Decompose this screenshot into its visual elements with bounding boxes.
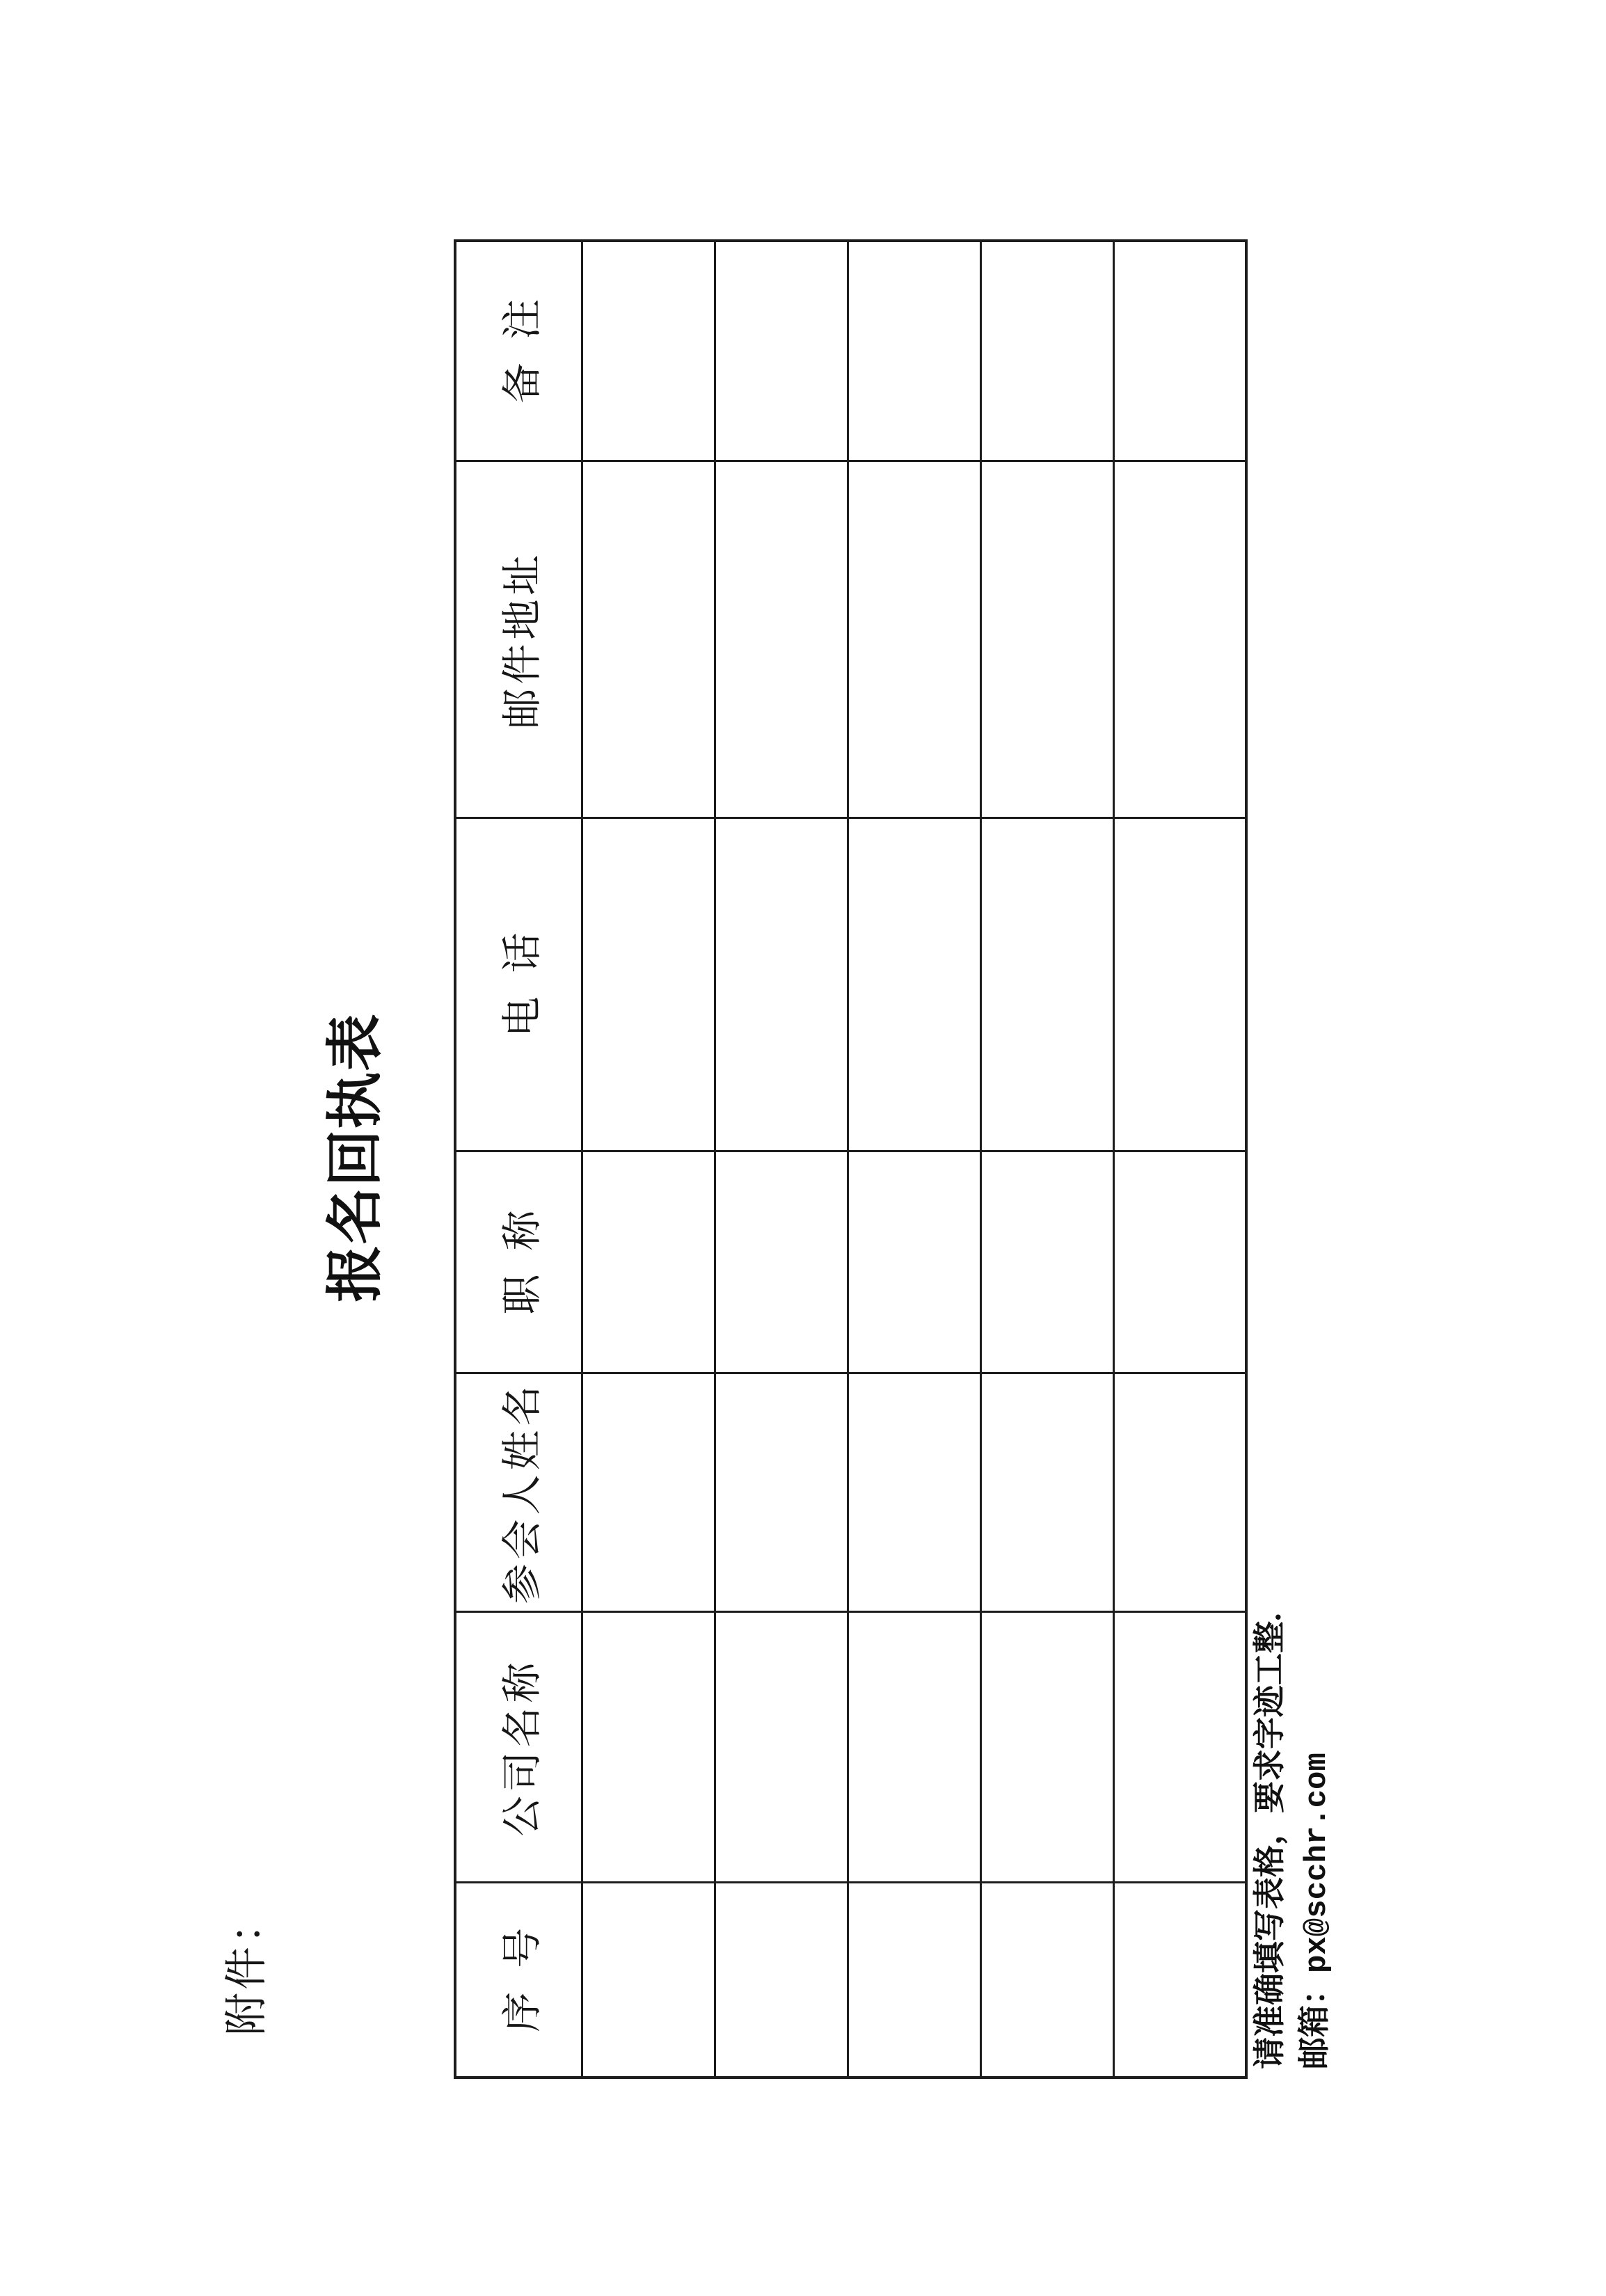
table-row-3 — [848, 241, 980, 2078]
table-row-4 — [980, 241, 1113, 2078]
empty-cell — [715, 1883, 848, 2078]
header-serial-number: 序号 — [455, 1883, 582, 2078]
empty-cell — [980, 1151, 1113, 1373]
empty-cell — [582, 818, 715, 1151]
footer-notes — [1253, 1613, 1334, 2070]
empty-cell — [582, 241, 715, 461]
empty-cell — [980, 1612, 1113, 1883]
empty-cell — [715, 461, 848, 818]
header-attendee-name: 参会人姓名 — [455, 1373, 582, 1612]
empty-cell — [1113, 461, 1246, 818]
empty-cell — [848, 461, 980, 818]
empty-cell — [848, 1883, 980, 2078]
empty-cell — [715, 1151, 848, 1373]
empty-cell — [980, 241, 1113, 461]
empty-cell — [848, 1373, 980, 1612]
empty-cell — [582, 1883, 715, 2078]
email-label: 邮箱： — [1296, 1973, 1332, 2069]
empty-cell — [715, 1612, 848, 1883]
empty-cell — [1113, 1373, 1246, 1612]
empty-cell — [582, 461, 715, 818]
registration-table — [454, 239, 1248, 2079]
empty-cell — [980, 461, 1113, 818]
empty-cell — [848, 241, 980, 461]
header-email-address: 邮件地址 — [455, 461, 582, 818]
empty-cell — [582, 1373, 715, 1612]
empty-cell — [715, 1373, 848, 1612]
table-row-2 — [715, 241, 848, 2078]
table-header-row — [455, 241, 582, 2078]
empty-cell — [1113, 241, 1246, 461]
empty-cell — [1113, 1612, 1246, 1883]
table-row-1 — [582, 241, 715, 2078]
page-title: 报名回执表 — [324, 1013, 387, 1302]
empty-cell — [1113, 1883, 1246, 2078]
header-job-title: 职称 — [455, 1151, 582, 1373]
attachment-label: 附件： — [223, 1897, 271, 2036]
note-email-line — [1297, 1613, 1334, 2070]
empty-cell — [848, 818, 980, 1151]
empty-cell — [1113, 818, 1246, 1151]
empty-cell — [1113, 1151, 1246, 1373]
empty-cell — [715, 241, 848, 461]
empty-cell — [848, 1612, 980, 1883]
empty-cell — [980, 1883, 1113, 2078]
empty-cell — [848, 1151, 980, 1373]
header-remarks: 备注 — [455, 241, 582, 461]
header-phone: 电话 — [455, 818, 582, 1151]
email-address: px@scchr.com — [1299, 1753, 1335, 1973]
empty-cell — [582, 1612, 715, 1883]
empty-cell — [980, 1373, 1113, 1612]
header-company-name: 公司名称 — [455, 1612, 582, 1883]
empty-cell — [715, 818, 848, 1151]
empty-cell — [980, 818, 1113, 1151]
empty-cell — [582, 1151, 715, 1373]
table-row-5 — [1113, 241, 1246, 2078]
note-fill-accurately: 请准确填写表格，要求字迹工整. — [1252, 1613, 1287, 2069]
